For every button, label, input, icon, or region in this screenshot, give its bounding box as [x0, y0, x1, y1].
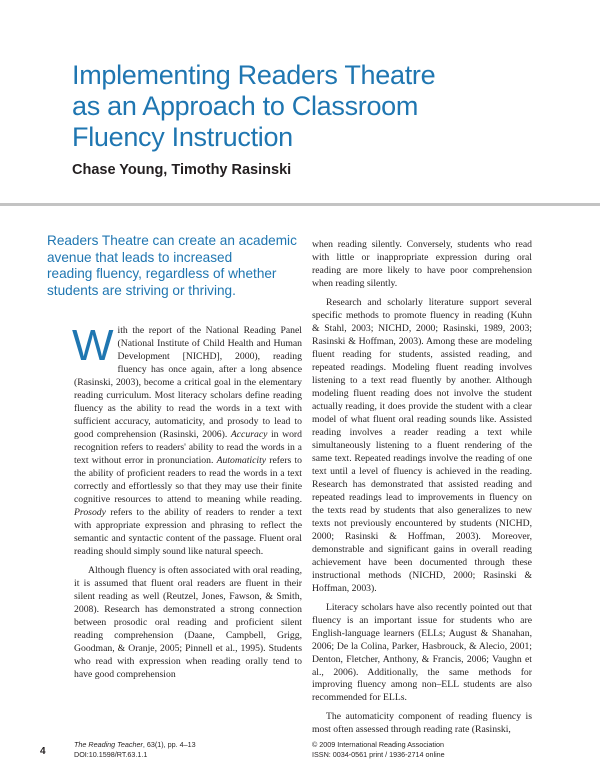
divider-rule — [0, 203, 600, 206]
body-text: ith the report of the National Reading Panel (National Institute of Child Health and Human Development [NICHD], 2000), reading fluency has once again, after a long absence (Rasinski, 2003), become a critical goal in the elementary reading curriculum. Most literacy scholars define reading fluency as the ability to read the words in a text with sufficient accuracy, automaticity, and prosody to lead to good comprehension (Rasinski, 2006). — [74, 325, 302, 440]
title-line: as an Approach to Classroom — [72, 91, 419, 121]
article-title — [72, 60, 572, 153]
body-paragraph: The automaticity component of reading fluency is most often assessed through reading rate (Rasinski, — [312, 711, 532, 736]
term-accuracy: Accuracy — [230, 428, 268, 440]
footer-copyright — [312, 740, 445, 760]
pull-quote-line: Readers Theatre can create an academic — [47, 233, 297, 248]
title-line: Fluency Instruction — [72, 122, 293, 152]
drop-cap: W — [72, 321, 114, 370]
body-paragraph: Research and scholarly literature support several specific methods to promote fluency in reading (Kuhn & Stahl, 2003; NICHD, 2000; Rasinski, 1989, 2003; Rasinski & Hoffman, 2003). Among these are modeling fluent reading for students, assisted reading, and repeated readings. Modeling fluent reading involves listening to a text read fluently by another. Although modeling fluent reading does not involve the student actually reading, it does provide the student with a clear model of what fluent oral reading sounds like. Assisted reading involves a reader reading a text while simultaneously listening to a fluent rendering of the same text. Repeated readings involve the reading of one text until a level of fluency is achieved in the reading. Research has demonstrated that assisted reading and repeated readings lead to improvements in fluency on the texts read by students that also generalizes to new texts not previously encountered by students (NICHD, 2000; Rasinski & Hoffman, 2003). Moreover, demonstrable and significant gains in overall reading achievement have been documented through these instructional methods (NICHD, 2000; Rasinski & Hoffman, 2003). — [312, 296, 532, 594]
pull-quote-line: avenue that leads to increased — [47, 249, 233, 265]
page-number: 4 — [40, 746, 46, 757]
body-paragraph: when reading silently. Conversely, students who read with little or inappropriate expression during oral reading are more likely to have poor comprehension when reading silently. — [312, 239, 532, 289]
body-paragraph — [72, 321, 302, 559]
pull-quote — [47, 233, 302, 300]
body-paragraph: Although fluency is often associated with oral reading, it is assumed that fluent oral readers are fluent in their silent reading as well (Reutzel, Jones, Fawson, & Smith, 2008). Research has demonstrated a strong connection between prosodic oral reading and proficient silent reading comprehension (Daane, Campbell, Grigg, Goodman, & Oranje, 2005; Pinnell et al., 1995). Students who read with expression when reading orally tend to have good comprehension — [74, 564, 302, 680]
footer-journal — [74, 740, 196, 750]
journal-issue: , 63(1), pp. 4–13 — [142, 740, 196, 749]
body-text: in word recognition refers to readers' ability to read the words in a text without error in pronunciation. — [74, 428, 302, 466]
body-column-right — [312, 239, 532, 737]
journal-name: The Reading Teacher — [74, 740, 143, 749]
body-column-left — [72, 321, 302, 682]
body-text: refers to the ability of readers to render a text with appropriate expression and phrasing to reflect the semantic and syntactic content of the passage. Fluent oral reading should simply sound like natural speech. — [74, 506, 302, 557]
author-byline: Chase Young, Timothy Rasinski — [72, 162, 292, 178]
body-text: refers to the ability of proficient readers to read the words in a text correctly and effortlessly so that they may use their finite cognitive resources to attend to meaning while reading. — [74, 454, 302, 505]
footer-citation — [74, 740, 196, 760]
term-prosody: Prosody — [74, 506, 106, 518]
body-paragraph: Literacy scholars have also recently pointed out that fluency is an important issue for students who are English-language learners (ELLs; August & Shanahan, 2006; De la Colina, Parker, Hasbrouck, & Alecio, 2001; Denton, Fletcher, Anthony, & Francis, 2006; Vaughn et al., 2006). Additionally, the same methods for improving fluency among non–ELL students are also recommended for ELLs. — [312, 601, 532, 704]
pull-quote-line: reading fluency, regardless of whether — [47, 266, 277, 282]
footer-doi: DOI:10.1598/RT.63.1.1 — [74, 750, 148, 759]
pull-quote-line: students are striving or thriving. — [47, 283, 236, 299]
issn-line: ISSN: 0034-0561 print / 1936-2714 online — [312, 750, 445, 759]
term-automaticity: Automaticity — [216, 454, 267, 466]
copyright-line: © 2009 International Reading Association — [312, 740, 444, 749]
title-line: Implementing Readers Theatre — [72, 60, 436, 90]
